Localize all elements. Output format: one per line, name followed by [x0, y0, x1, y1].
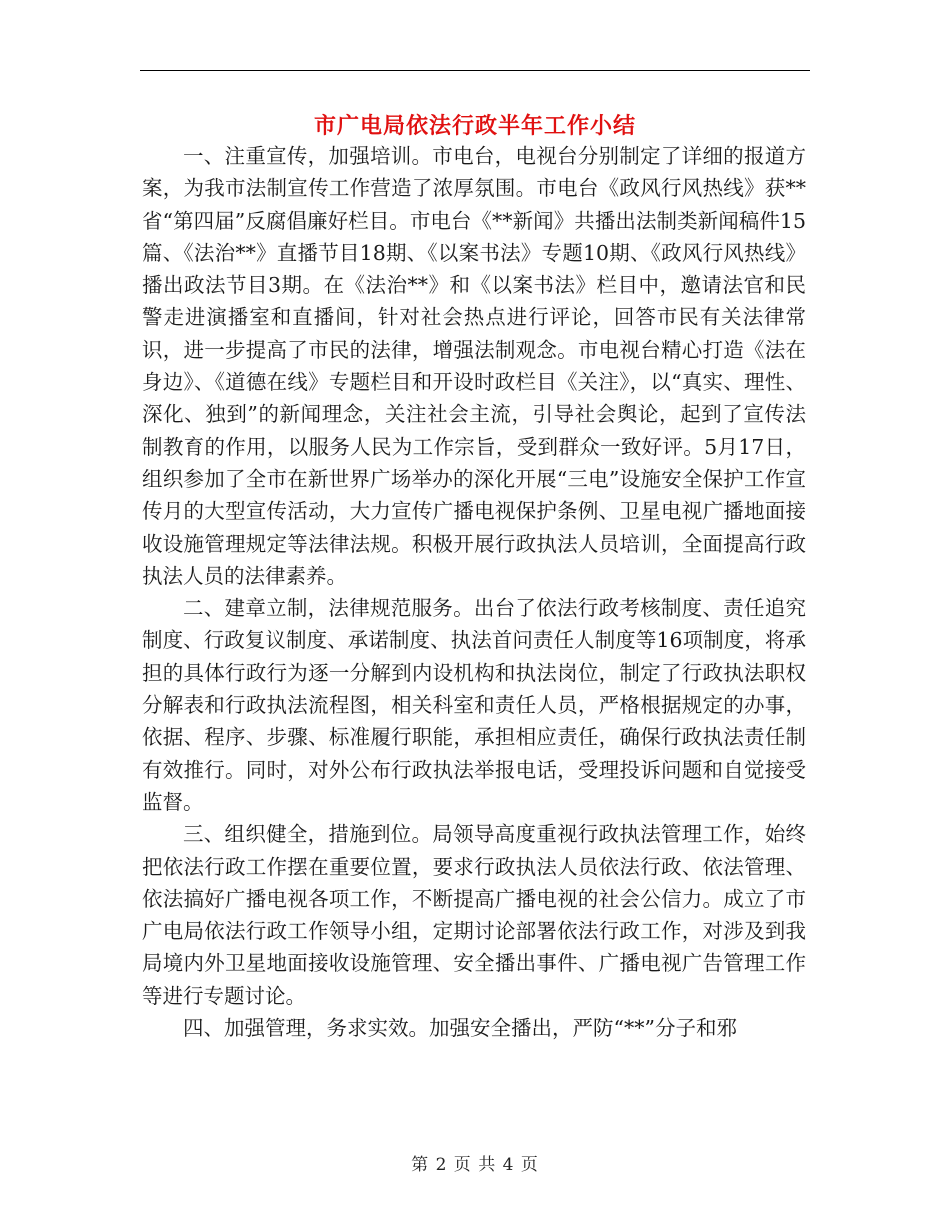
paragraph-3: 三、组织健全，措施到位。局领导高度重视行政执法管理工作，始终把依法行政工作摆在重要位置，要求行政执法人员依法行政、依法管理、依法搞好广播电视各项工作，不断提高广播电视的社会公信力。成立了市广电局依法行政工作领导小组，定期讨论部署依法行政工作，对涉及到我局境内外卫星地面接收设施管理、安全播出事件、广播电视广告管理工作等进行专题讨论。 — [142, 822, 806, 1008]
paragraph-4: 四、加强管理，务求实效。加强安全播出，严防“**”分子和邪 — [183, 1016, 737, 1041]
document-body — [142, 140, 806, 1044]
header-rule — [140, 70, 810, 71]
paragraph-2: 二、建章立制，法律规范服务。出台了依法行政考核制度、责任追究制度、行政复议制度、承诺制度、执法首问责任人制度等16项制度，将承担的具体行政行为逐一分解到内设机构和执法岗位，制定了行政执法职权分解表和行政执法流程图，相关科室和责任人员，严格根据规定的办事，依据、程序、步骤、标准履行职能，承担相应责任，确保行政执法责任制有效推行。同时，对外公布行政执法举报电话，受理投诉问题和自觉接受监督。 — [142, 596, 806, 814]
page-number-footer: 第 2 页 共 4 页 — [411, 1155, 539, 1175]
document-title: 市广电局依法行政半年工作小结 — [313, 113, 636, 139]
paragraph-1: 一、注重宣传，加强培训。市电台，电视台分别制定了详细的报道方案，为我市法制宣传工作营造了浓厚氛围。市电台《政风行风热线》获**省“第四届”反腐倡廉好栏目。市电台《**新闻》共播出法制类新闻稿件15篇、《法治**》直播节目18期、《以案书法》专题10期、《政风行风热线》播出政法节目3期。在《法治**》和《以案书法》栏目中，邀请法官和民警走进演播室和直播间，针对社会热点进行评论，回答市民有关法律常识，进一步提高了市民的法律，增强法制观念。市电视台精心打造《法在身边》、《道德在线》专题栏目和开设时政栏目《关注》，以“真实、理性、深化、独到”的新闻理念，关注社会主流，引导社会舆论，起到了宣传法制教育的作用，以服务人民为工作宗旨，受到群众一致好评。5月17日，组织参加了全市在新世界广场举办的深化开展“三电”设施安全保护工作宣传月的大型宣传活动，大力宣传广播电视保护条例、卫星电视广播地面接收设施管理规定等法律法规。积极开展行政执法人员培训，全面提高行政执法人员的法律素养。 — [142, 144, 806, 588]
